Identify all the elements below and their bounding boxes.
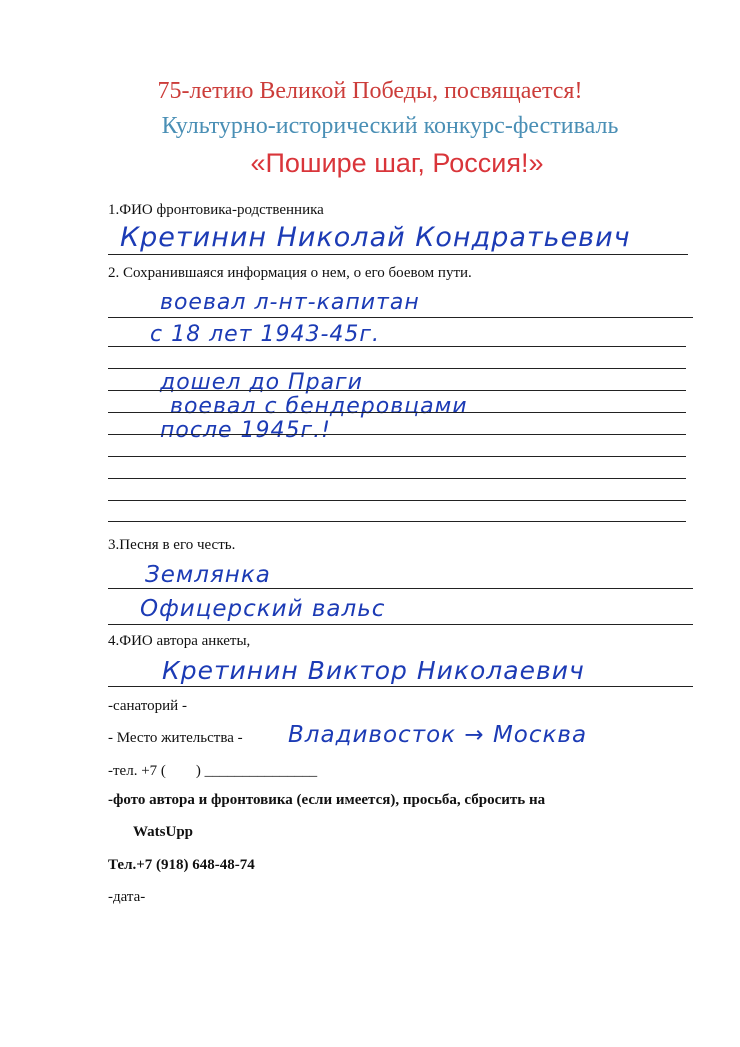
- header-line-2: Культурно-исторический конкурс-фестиваль: [161, 113, 619, 139]
- whatsapp-label: WatsUpp: [133, 824, 194, 840]
- q2-rule-9: [108, 500, 686, 501]
- q2-rule-2: [108, 346, 686, 347]
- q2-rule-6: [108, 434, 686, 435]
- q4-label: 4.ФИО автора анкеты,: [108, 633, 251, 649]
- q2-answer-line-4: дошел до Праги: [160, 370, 363, 395]
- q2-answer-line-2: с 18 лет 1943-45г.: [150, 322, 380, 347]
- residence-answer: Владивосток → Москва: [288, 722, 588, 748]
- photo-note: -фото автора и фронтовика (если имеется), просьба, сбросить на: [108, 792, 546, 808]
- q2-rule-3: [108, 368, 686, 369]
- header-line-3: «Пошире шаг, Россия!»: [250, 148, 544, 178]
- q3-rule-2: [108, 624, 693, 625]
- header-line-1: 75-летию Великой Победы, посвящается!: [157, 78, 583, 104]
- sanatorium-label: -санаторий -: [108, 698, 187, 714]
- q2-rule-8: [108, 478, 686, 479]
- q2-answer-line-5: воевал с бендеровцами: [170, 394, 468, 419]
- q3-answer-line-1: Землянка: [145, 562, 271, 588]
- q4-rule: [108, 686, 693, 687]
- q3-answer-line-2: Офицерский вальс: [140, 596, 386, 622]
- q2-rule-4: [108, 390, 686, 391]
- q2-rule-1: [108, 317, 693, 318]
- q2-answer-line-1: воевал л-нт-капитан: [160, 290, 420, 315]
- q3-rule-1: [108, 588, 693, 589]
- q1-rule: [108, 254, 688, 255]
- q2-rule-7: [108, 456, 686, 457]
- phone-label: -тел. +7 ( ) _______________: [108, 763, 318, 779]
- residence-label: - Место жительства -: [108, 730, 243, 746]
- q4-answer: Кретинин Виктор Николаевич: [162, 656, 585, 685]
- q2-rule-10: [108, 521, 686, 522]
- q1-label: 1.ФИО фронтовика-родственника: [108, 202, 324, 218]
- contact-phone: Тел.+7 (918) 648-48-74: [108, 857, 255, 873]
- q3-label: 3.Песня в его честь.: [108, 537, 236, 553]
- q1-answer: Кретинин Николай Кондратьевич: [120, 222, 631, 253]
- date-label: -дата-: [108, 889, 146, 905]
- q2-rule-5: [108, 412, 686, 413]
- q2-label: 2. Сохранившаяся информация о нем, о его боевом пути.: [108, 265, 472, 281]
- q2-answer-line-6: после 1945г.!: [160, 418, 331, 443]
